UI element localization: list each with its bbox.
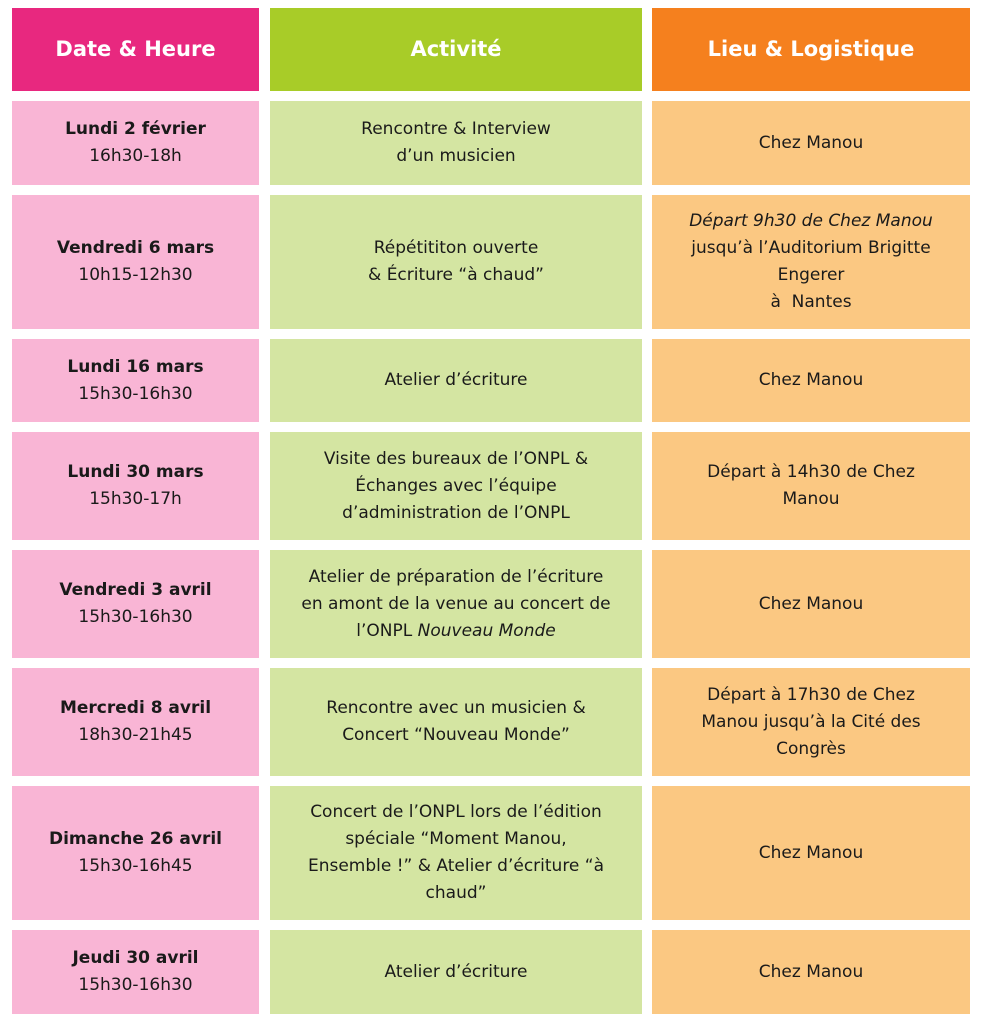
row-date: Vendredi 6 mars bbox=[56, 238, 215, 258]
header-lieu-logistique bbox=[652, 8, 970, 91]
activity-text-italic: Nouveau Monde bbox=[417, 620, 556, 641]
row-4-activity-cell bbox=[270, 432, 642, 540]
activity-line: d’administration de l’ONPL bbox=[342, 502, 570, 523]
place-line: Manou jusqu’à la Cité des bbox=[701, 711, 921, 732]
row-7-date-cell bbox=[12, 786, 259, 920]
place-line: Départ à 17h30 de Chez bbox=[707, 684, 915, 705]
place-line: Manou bbox=[782, 489, 840, 509]
activity-line: Rencontre avec un musicien & bbox=[326, 698, 586, 718]
row-time: 15h30-16h30 bbox=[78, 383, 193, 404]
activity-line: Échanges avec l’équipe bbox=[355, 475, 557, 496]
place-line: Chez Manou bbox=[758, 842, 864, 863]
row-8-place-cell bbox=[652, 930, 970, 1014]
row-date: Dimanche 26 avril bbox=[48, 829, 223, 849]
row-2-date-cell bbox=[12, 195, 259, 329]
row-1-activity-cell bbox=[270, 101, 642, 185]
row-date: Vendredi 3 avril bbox=[59, 580, 212, 600]
activity-line: & Écriture “à chaud” bbox=[368, 265, 544, 285]
place-line: Départ 9h30 de Chez Manou bbox=[689, 211, 933, 231]
row-4-date-cell bbox=[12, 432, 259, 540]
row-time: 15h30-16h30 bbox=[78, 607, 193, 627]
row-date: Jeudi 30 avril bbox=[72, 948, 199, 968]
place-line: Chez Manou bbox=[758, 961, 864, 982]
row-time: 15h30-16h30 bbox=[78, 975, 193, 995]
activity-line: Concert de l’ONPL lors de l’édition bbox=[310, 802, 602, 822]
row-8-activity-cell bbox=[270, 930, 642, 1014]
row-8-date-cell bbox=[12, 930, 259, 1014]
place-line: Engerer bbox=[777, 265, 845, 285]
header-date-heure bbox=[12, 8, 259, 91]
place-line: Chez Manou bbox=[758, 370, 864, 390]
activity-line: Atelier de préparation de l’écriture bbox=[308, 566, 604, 587]
header-activite bbox=[270, 8, 642, 91]
row-7-place-cell bbox=[652, 786, 970, 920]
activity-line: Atelier d’écriture bbox=[384, 961, 528, 982]
activity-line: d’un musicien bbox=[396, 146, 516, 166]
row-7-activity-cell bbox=[270, 786, 642, 920]
row-time: 16h30-18h bbox=[89, 146, 182, 166]
activity-line: Concert “Nouveau Monde” bbox=[342, 725, 570, 745]
row-date: Mercredi 8 avril bbox=[59, 698, 212, 718]
activity-line: spéciale “Moment Manou, bbox=[345, 829, 567, 849]
place-line: Départ à 14h30 de Chez bbox=[707, 462, 915, 482]
row-4-place-cell bbox=[652, 432, 970, 540]
row-time: 18h30-21h45 bbox=[78, 725, 193, 745]
row-date: Lundi 2 février bbox=[65, 119, 206, 139]
row-3-date-cell bbox=[12, 339, 259, 422]
place-line: Congrès bbox=[776, 738, 846, 759]
row-time: 15h30-17h bbox=[89, 489, 182, 509]
header-activite-label: Activité bbox=[410, 37, 502, 61]
header-date-heure-label: Date & Heure bbox=[55, 37, 216, 61]
row-date: Lundi 16 mars bbox=[67, 356, 204, 377]
row-time: 10h15-12h30 bbox=[78, 265, 193, 285]
row-time: 15h30-16h45 bbox=[78, 856, 193, 876]
activity-line: Atelier d’écriture bbox=[384, 370, 528, 390]
row-date: Lundi 30 mars bbox=[67, 462, 204, 482]
row-1-place-cell bbox=[652, 101, 970, 185]
place-line: à Nantes bbox=[770, 292, 852, 312]
row-2-activity-cell bbox=[270, 195, 642, 329]
row-5-activity-cell bbox=[270, 550, 642, 658]
row-6-activity-cell bbox=[270, 668, 642, 776]
row-5-date-cell bbox=[12, 550, 259, 658]
activity-line bbox=[356, 618, 555, 645]
row-3-place-cell bbox=[652, 339, 970, 422]
activity-line: chaud” bbox=[425, 883, 487, 903]
header-lieu-logistique-label: Lieu & Logistique bbox=[707, 37, 915, 61]
activity-line: Visite des bureaux de l’ONPL & bbox=[323, 448, 589, 469]
row-2-place-cell bbox=[652, 195, 970, 329]
row-6-date-cell bbox=[12, 668, 259, 776]
activity-line: Répétititon ouverte bbox=[373, 238, 539, 258]
row-3-activity-cell bbox=[270, 339, 642, 422]
row-5-place-cell bbox=[652, 550, 970, 658]
activity-line: en amont de la venue au concert de bbox=[301, 593, 611, 614]
place-line: Chez Manou bbox=[758, 593, 864, 614]
activity-line: Rencontre & Interview bbox=[361, 119, 551, 139]
place-line: jusqu’à l’Auditorium Brigitte bbox=[691, 238, 931, 258]
activity-line: Ensemble !” & Atelier d’écriture “à bbox=[307, 856, 605, 876]
row-1-date-cell bbox=[12, 101, 259, 185]
activity-text: l’ONPL bbox=[356, 620, 418, 641]
row-6-place-cell bbox=[652, 668, 970, 776]
place-line: Chez Manou bbox=[758, 132, 864, 153]
